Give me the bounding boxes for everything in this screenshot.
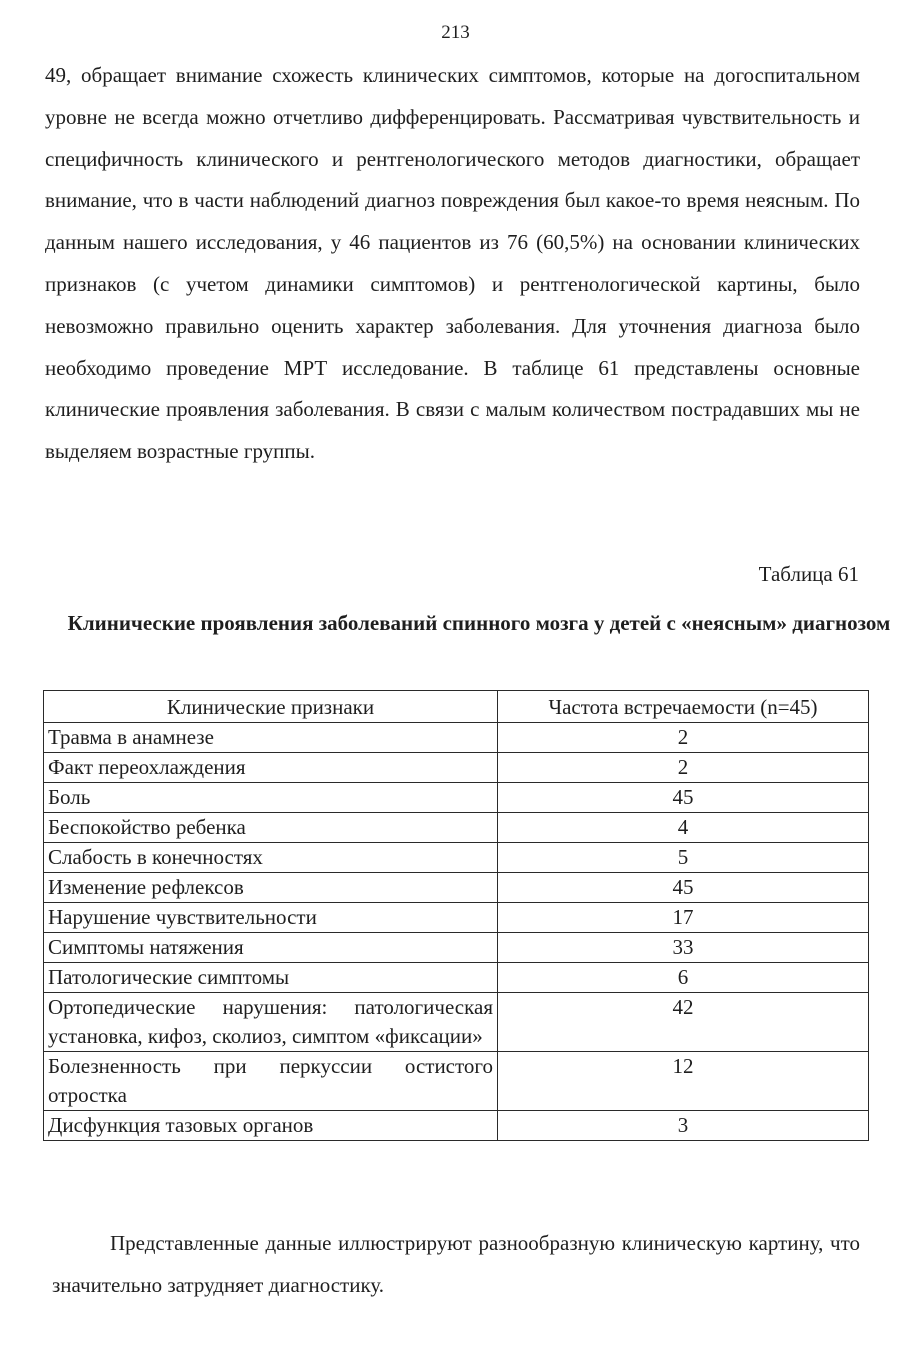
table-row xyxy=(44,813,869,843)
frequency-cell: 2 xyxy=(498,723,869,753)
table-row xyxy=(44,933,869,963)
header-frequency: Частота встречаемости (n=45) xyxy=(498,691,869,723)
sign-cell: Болезненность при перкуссии остистого отростка xyxy=(44,1052,498,1111)
sign-cell: Симптомы натяжения xyxy=(44,933,498,963)
body-paragraph: 49, обращает внимание схожесть клинических симптомов, которые на догоспитальном уровне не всегда можно отчетливо дифференцировать. Рассматривая чувствительность и специфичность клинического и рентгенологического методов диагностики, обращает внимание, что в части наблюдений диагноз повреждения был какое-то время неясным. По данным нашего исследования, у 46 пациентов из 76 (60,5%) на основании клинических признаков (с учетом динамики симптомов) и рентгенологической картины, было невозможно правильно оценить характер заболевания. Для уточнения диагноза было необходимо проведение МРТ исследование. В таблице 61 представлены основные клинические проявления заболевания. В связи с малым количеством пострадавших мы не выделяем возрастные группы. xyxy=(45,63,860,464)
table-row xyxy=(44,843,869,873)
sign-cell: Патологические симптомы xyxy=(44,963,498,993)
frequency-cell: 6 xyxy=(498,963,869,993)
sign-cell: Нарушение чувствительности xyxy=(44,903,498,933)
sign-cell: Ортопедические нарушения: патологическая установка, кифоз, сколиоз, симптом «фиксации» xyxy=(44,993,498,1052)
header-clinical-signs: Клинические признаки xyxy=(44,691,498,723)
table-row xyxy=(44,873,869,903)
frequency-cell: 12 xyxy=(498,1052,869,1111)
page-number: 213 xyxy=(441,22,470,43)
table-row xyxy=(44,963,869,993)
sign-cell: Беспокойство ребенка xyxy=(44,813,498,843)
sign-cell: Слабость в конечностях xyxy=(44,843,498,873)
frequency-cell: 45 xyxy=(498,873,869,903)
sign-cell: Изменение рефлексов xyxy=(44,873,498,903)
frequency-cell: 45 xyxy=(498,783,869,813)
frequency-cell: 5 xyxy=(498,843,869,873)
table-title: Клинические проявления заболеваний спинного мозга у детей с «неясным» диагнозом xyxy=(67,611,891,635)
sign-cell: Травма в анамнезе xyxy=(44,723,498,753)
table-row xyxy=(44,723,869,753)
table-row xyxy=(44,753,869,783)
clinical-signs-table xyxy=(43,690,869,1141)
sign-cell: Факт переохлаждения xyxy=(44,753,498,783)
frequency-cell: 4 xyxy=(498,813,869,843)
sign-cell: Дисфункция тазовых органов xyxy=(44,1111,498,1141)
frequency-cell: 17 xyxy=(498,903,869,933)
table-row xyxy=(44,1052,869,1111)
frequency-cell: 3 xyxy=(498,1111,869,1141)
table-row xyxy=(44,783,869,813)
table-row xyxy=(44,1111,869,1141)
frequency-cell: 42 xyxy=(498,993,869,1052)
table-row xyxy=(44,903,869,933)
frequency-cell: 2 xyxy=(498,753,869,783)
table-label: Таблица 61 xyxy=(758,562,859,586)
closing-paragraph: Представленные данные иллюстрируют разнообразную клиническую картину, что значительно затрудняет диагностику. xyxy=(52,1231,860,1297)
table-header-row xyxy=(44,691,869,723)
table-row xyxy=(44,993,869,1052)
sign-cell: Боль xyxy=(44,783,498,813)
frequency-cell: 33 xyxy=(498,933,869,963)
